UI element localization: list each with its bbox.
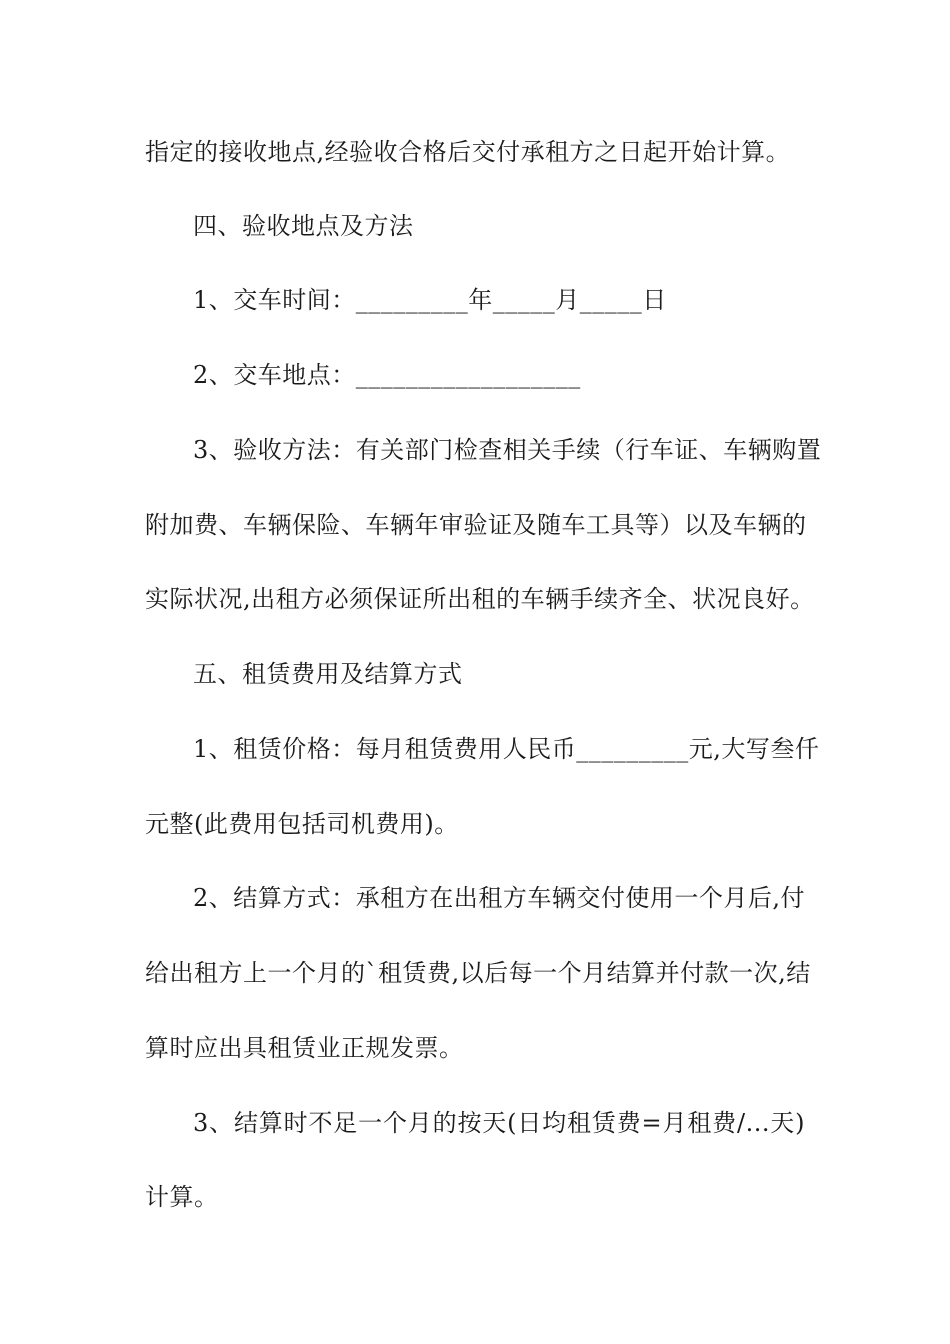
clause-inspection-method: 3、验收方法：有关部门检查相关手续（行车证、车辆购置 xyxy=(193,436,822,464)
clause-delivery-location: 2、交车地点：__________________ xyxy=(193,361,581,389)
text-line: 给出租方上一个月的`租赁费,以后每一个月结算并付款一次,结 xyxy=(145,959,811,987)
text-line: 计算。 xyxy=(145,1183,219,1211)
text-line-continuation: 指定的接收地点,经验收合格后交付承租方之日起开始计算。 xyxy=(145,138,791,166)
clause-settlement-method: 2、结算方式：承租方在出租方车辆交付使用一个月后,付 xyxy=(193,884,805,912)
section-heading-4: 四、验收地点及方法 xyxy=(193,212,414,240)
text-line: 实际状况,出租方必须保证所出租的车辆手续齐全、状况良好。 xyxy=(145,585,815,613)
text-line: 附加费、车辆保险、车辆年审验证及随车工具等）以及车辆的 xyxy=(145,511,807,539)
clause-rental-price: 1、租赁价格：每月租赁费用人民币_________元,大写叁仟 xyxy=(193,735,820,763)
text-line: 元整(此费用包括司机费用)。 xyxy=(145,810,459,838)
text-line: 算时应出具租赁业正规发票。 xyxy=(145,1034,464,1062)
section-heading-5: 五、租赁费用及结算方式 xyxy=(193,660,463,688)
clause-delivery-time: 1、交车时间：_________年_____月_____日 xyxy=(193,286,667,314)
clause-partial-month: 3、结算时不足一个月的按天(日均租赁费=月租费/...天) xyxy=(193,1109,805,1137)
